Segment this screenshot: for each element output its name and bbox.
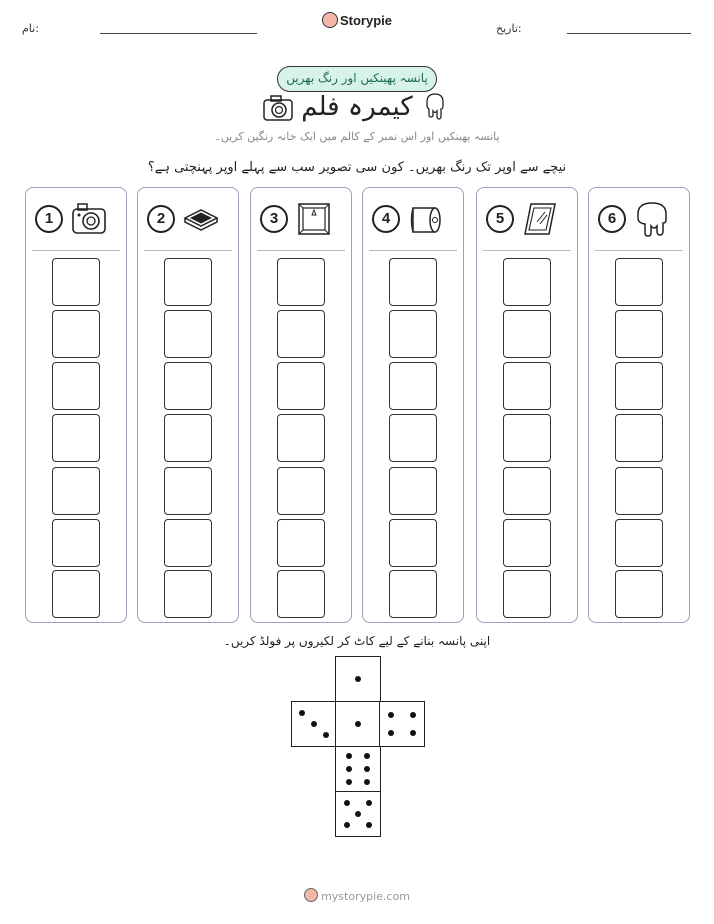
die-pip — [346, 753, 352, 759]
activity-pill: پانسہ پھینکیں اور رنگ بھریں — [277, 66, 437, 92]
die-pip — [364, 779, 370, 785]
color-box[interactable] — [52, 467, 100, 515]
die-pip — [366, 822, 372, 828]
color-box[interactable] — [503, 570, 551, 618]
name-label: نام: — [22, 22, 39, 35]
color-box[interactable] — [389, 570, 437, 618]
color-box[interactable] — [503, 519, 551, 567]
die-pip — [355, 676, 361, 682]
die-pip — [388, 712, 394, 718]
column-number: 5 — [486, 205, 514, 233]
color-box[interactable] — [503, 362, 551, 410]
column-2 — [137, 187, 239, 623]
color-box[interactable] — [52, 310, 100, 358]
die-pip — [323, 732, 329, 738]
color-box[interactable] — [615, 310, 663, 358]
color-box[interactable] — [52, 519, 100, 567]
die-pip — [410, 730, 416, 736]
color-box[interactable] — [164, 310, 212, 358]
die-pip — [346, 779, 352, 785]
die-pip — [346, 766, 352, 772]
subtitle: پانسہ پھینکیں اور اس نمبر کے کالم میں ایک خانہ رنگین کریں۔ — [214, 130, 500, 143]
die-face-1 — [335, 701, 381, 747]
die-face-6 — [335, 746, 381, 792]
column-number: 6 — [598, 205, 626, 233]
color-box[interactable] — [503, 467, 551, 515]
column-number: 2 — [147, 205, 175, 233]
die-pip — [344, 800, 350, 806]
color-box[interactable] — [503, 414, 551, 462]
color-box[interactable] — [52, 362, 100, 410]
brand-logo — [0, 12, 714, 28]
color-box[interactable] — [277, 414, 325, 462]
color-box[interactable] — [277, 362, 325, 410]
divider — [595, 250, 683, 251]
color-box[interactable] — [389, 467, 437, 515]
die-pip — [355, 721, 361, 727]
footer — [0, 888, 714, 903]
name-line[interactable] — [100, 33, 257, 34]
color-box[interactable] — [164, 570, 212, 618]
color-box[interactable] — [277, 258, 325, 306]
die-face-1 — [335, 656, 381, 702]
color-box[interactable] — [389, 519, 437, 567]
page-title: کیمرہ فلم — [301, 92, 413, 122]
footer-url[interactable]: mystorypie.com — [321, 890, 410, 903]
color-box[interactable] — [164, 258, 212, 306]
color-box[interactable] — [164, 467, 212, 515]
die-face-3 — [291, 701, 337, 747]
color-box[interactable] — [389, 258, 437, 306]
column-number: 4 — [372, 205, 400, 233]
instruction: نیچے سے اوپر تک رنگ بھریں۔ کون سی تصویر سب سے پہلے اوپر پہنچتی ہے؟ — [147, 160, 567, 175]
developing-tray-icon — [182, 200, 220, 238]
die-pip — [344, 822, 350, 828]
color-box[interactable] — [389, 414, 437, 462]
color-box[interactable] — [277, 570, 325, 618]
die-pip — [299, 710, 305, 716]
storypie-logo-icon — [322, 12, 338, 28]
glass-plate-icon — [521, 200, 559, 238]
color-box[interactable] — [503, 310, 551, 358]
color-box[interactable] — [615, 362, 663, 410]
die-pip — [364, 766, 370, 772]
column-5 — [476, 187, 578, 623]
die-face-4 — [379, 701, 425, 747]
die-pip — [366, 800, 372, 806]
color-box[interactable] — [389, 362, 437, 410]
die-pip — [410, 712, 416, 718]
film-frame-icon — [295, 200, 333, 238]
date-label: تاریخ: — [496, 22, 522, 35]
color-box[interactable] — [615, 258, 663, 306]
divider — [32, 250, 120, 251]
color-box[interactable] — [52, 570, 100, 618]
color-box[interactable] — [615, 414, 663, 462]
color-box[interactable] — [164, 519, 212, 567]
color-box[interactable] — [277, 310, 325, 358]
color-box[interactable] — [52, 258, 100, 306]
divider — [483, 250, 571, 251]
drip-icon — [633, 200, 671, 238]
divider — [257, 250, 345, 251]
film-roll-icon — [407, 200, 445, 238]
die-pip — [388, 730, 394, 736]
die-face-5 — [335, 791, 381, 837]
column-1 — [25, 187, 127, 623]
camera-icon — [70, 200, 108, 238]
die-pip — [364, 753, 370, 759]
color-box[interactable] — [615, 519, 663, 567]
color-box[interactable] — [164, 414, 212, 462]
color-box[interactable] — [52, 414, 100, 462]
color-box[interactable] — [164, 362, 212, 410]
cut-instruction: اپنی پانسہ بنانے کے لیے کاٹ کر لکیروں پر فولڈ کریں۔ — [223, 634, 491, 648]
color-box[interactable] — [615, 467, 663, 515]
drip-icon — [424, 92, 446, 122]
column-number: 3 — [260, 205, 288, 233]
column-number: 1 — [35, 205, 63, 233]
color-box[interactable] — [615, 570, 663, 618]
color-box[interactable] — [277, 519, 325, 567]
storypie-logo-icon — [304, 888, 318, 902]
date-line[interactable] — [567, 33, 691, 34]
color-box[interactable] — [277, 467, 325, 515]
brand-name: Storypie — [339, 13, 392, 28]
divider — [144, 250, 232, 251]
column-3 — [250, 187, 352, 623]
die-pip — [355, 811, 361, 817]
divider — [369, 250, 457, 251]
color-box[interactable] — [503, 258, 551, 306]
column-4 — [362, 187, 464, 623]
die-pip — [311, 721, 317, 727]
color-box[interactable] — [389, 310, 437, 358]
column-6 — [588, 187, 690, 623]
